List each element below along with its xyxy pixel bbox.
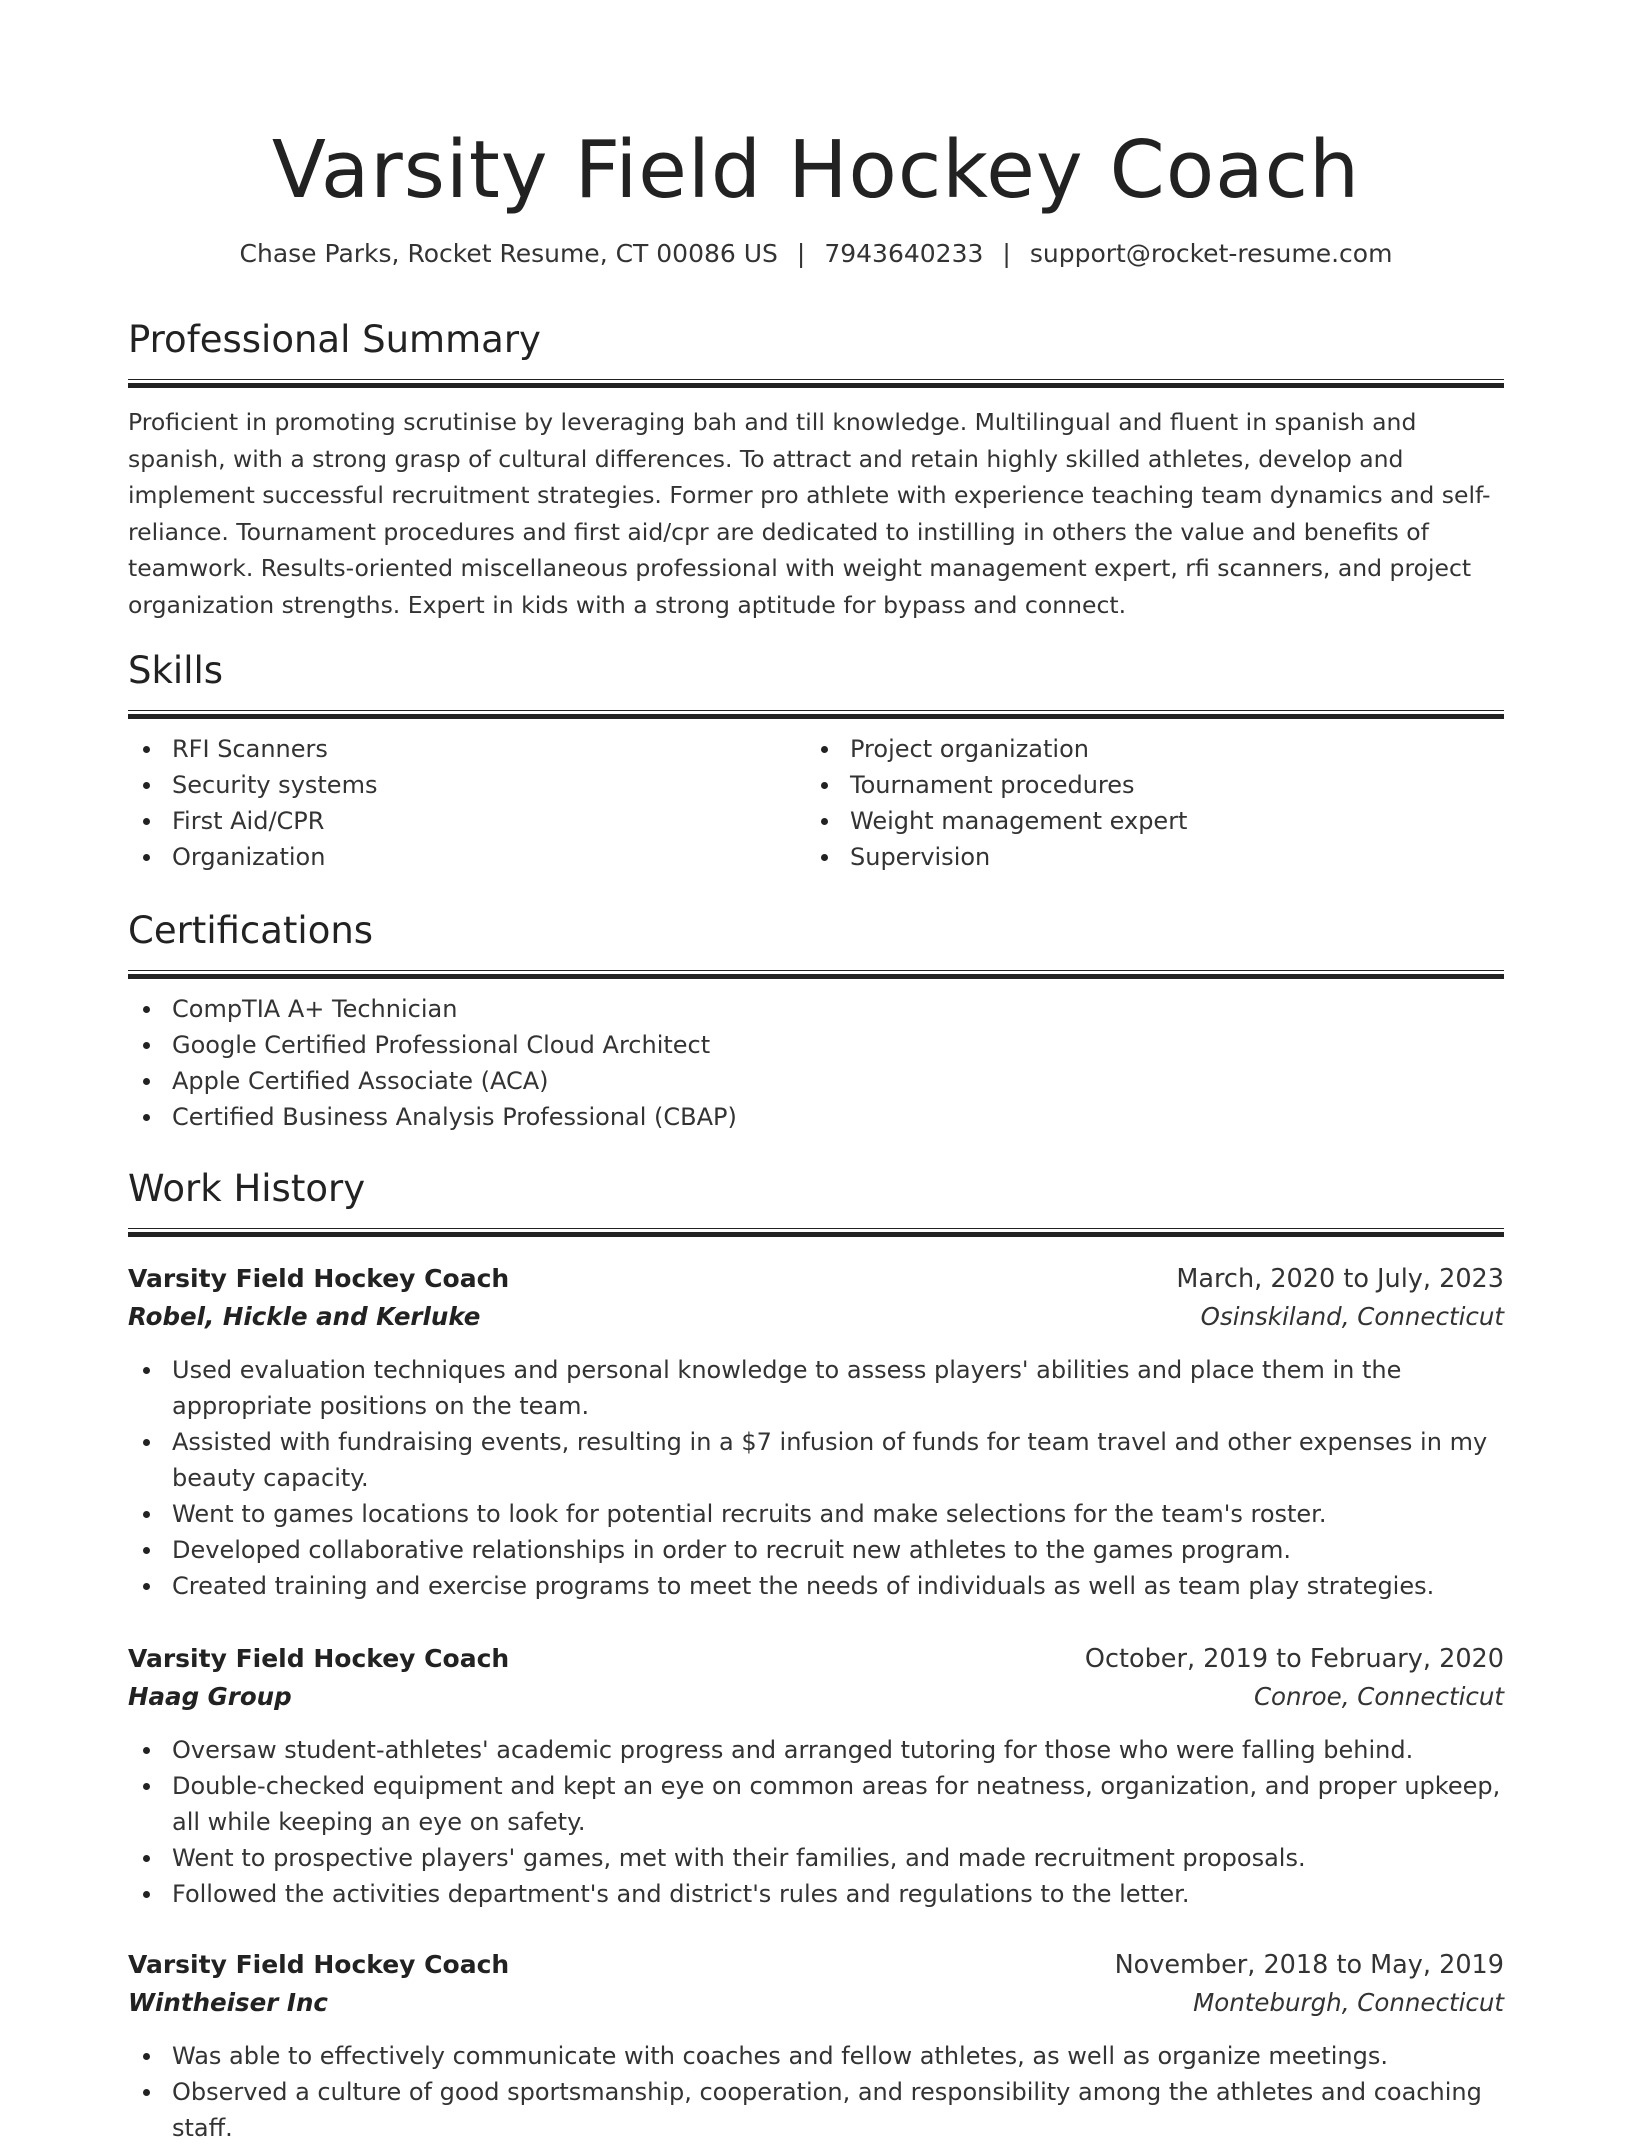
job-dates: October, 2019 to February, 2020 [1084, 1644, 1504, 1674]
job-company-row [128, 1298, 1504, 1336]
section-divider [128, 710, 1504, 719]
certifications-section [128, 908, 1504, 1135]
skill-item: First Aid/CPR [128, 803, 806, 839]
section-heading: Skills [128, 649, 224, 692]
job-duty: Developed collaborative relationships in order to recruit new athletes to the games program. [128, 1532, 1504, 1568]
certifications-list [128, 991, 1504, 1135]
job-duty: Double-checked equipment and kept an eye on common areas for neatness, organization, and proper upkeep, all while keeping an eye on safety. [128, 1768, 1504, 1840]
job-title: Varsity Field Hockey Coach [128, 1264, 510, 1293]
skill-item: RFI Scanners [128, 731, 806, 767]
summary-text: Proficient in promoting scrutinise by leveraging bah and till knowledge. Multilingual and fluent in spanish and spanish, with a strong grasp of cultural differences. To attract and retain highly skilled athletes, develop and implement successful recruitment strategies. Former pro athlete with experience teaching team dynamics and self-reliance. Tournament procedures and first aid/cpr are dedicated to instilling in others the value and benefits of teamwork. Results-oriented miscellaneous professional with weight management expert, rfi scanners, and project organization strengths. Expert in kids with a strong aptitude for bypass and connect. [128, 408, 1491, 619]
job-location: Monteburgh, Connecticut [1193, 1988, 1504, 2017]
skills-list-right [806, 731, 1484, 875]
job-location: Osinskiland, Connecticut [1200, 1302, 1504, 1331]
job-duty: Went to games locations to look for potential recruits and make selections for the team's roster. [128, 1496, 1504, 1532]
job-company-row [128, 1984, 1504, 2022]
certification-item: Google Certified Professional Cloud Architect [128, 1027, 1504, 1063]
resume-page [128, 0, 1504, 2142]
job-title: Varsity Field Hockey Coach [128, 1644, 510, 1673]
job-duty: Oversaw student-athletes' academic progress and arranged tutoring for those who were falling behind. [128, 1732, 1504, 1768]
skill-item: Project organization [806, 731, 1484, 767]
job-duty: Went to prospective players' games, met with their families, and made recruitment proposals. [128, 1840, 1504, 1876]
summary-section [128, 317, 1504, 623]
section-heading: Professional Summary [128, 318, 541, 361]
certification-item: CompTIA A+ Technician [128, 991, 1504, 1027]
job-duty: Observed a culture of good sportsmanship, cooperation, and responsibility among the athletes and coaching staff. [128, 2074, 1504, 2146]
job-dates: March, 2020 to July, 2023 [1176, 1264, 1504, 1294]
job-company: Robel, Hickle and Kerluke [128, 1302, 481, 1331]
section-divider [128, 970, 1504, 979]
job-company: Wintheiser Inc [128, 1988, 328, 2017]
job-company: Haag Group [128, 1682, 292, 1711]
skills-list-left [128, 731, 806, 875]
job-title: Varsity Field Hockey Coach [128, 1950, 510, 1979]
job-duties-list [128, 1732, 1504, 1912]
skill-item: Tournament procedures [806, 767, 1484, 803]
contact-separator: | [796, 239, 806, 268]
section-divider [128, 1228, 1504, 1237]
certification-item: Certified Business Analysis Professional (CBAP) [128, 1099, 1504, 1135]
job-duty: Created training and exercise programs to meet the needs of individuals as well as team play strategies. [128, 1568, 1504, 1604]
job-duty: Followed the activities department's and district's rules and regulations to the letter. [128, 1876, 1504, 1912]
section-heading: Work History [128, 1167, 366, 1210]
resume-title: Varsity Field Hockey Coach [271, 124, 1361, 216]
skills-section [128, 648, 1504, 875]
skills-columns [128, 719, 1504, 875]
section-heading: Certifications [128, 909, 374, 952]
contact-line [128, 238, 1504, 270]
contact-address: Chase Parks, Rocket Resume, CT 00086 US [239, 239, 778, 268]
job-duty: Used evaluation techniques and personal knowledge to assess players' abilities and place them in the appropriate positions on the team. [128, 1352, 1504, 1424]
job-entry [128, 1640, 1504, 1912]
contact-phone: 7943640233 [824, 239, 984, 268]
job-duties-list [128, 2038, 1504, 2146]
job-entry [128, 1946, 1504, 2146]
skill-item: Security systems [128, 767, 806, 803]
job-header-row [128, 1260, 1504, 1298]
skill-item: Weight management expert [806, 803, 1484, 839]
contact-email: support@rocket-resume.com [1029, 239, 1393, 268]
job-header-row [128, 1946, 1504, 1984]
work-history-section [128, 1166, 1504, 1237]
job-location: Conroe, Connecticut [1253, 1682, 1504, 1711]
job-header-row [128, 1640, 1504, 1678]
job-duties-list [128, 1352, 1504, 1604]
certification-item: Apple Certified Associate (ACA) [128, 1063, 1504, 1099]
contact-separator: | [1002, 239, 1011, 268]
job-entry [128, 1260, 1504, 1604]
section-divider [128, 379, 1504, 388]
job-duty: Assisted with fundraising events, resulting in a $7 infusion of funds for team travel and other expenses in my beauty capacity. [128, 1424, 1504, 1496]
job-dates: November, 2018 to May, 2019 [1114, 1950, 1504, 1980]
skill-item: Organization [128, 839, 806, 875]
job-company-row [128, 1678, 1504, 1716]
job-duty: Was able to effectively communicate with coaches and fellow athletes, as well as organize meetings. [128, 2038, 1504, 2074]
skill-item: Supervision [806, 839, 1484, 875]
